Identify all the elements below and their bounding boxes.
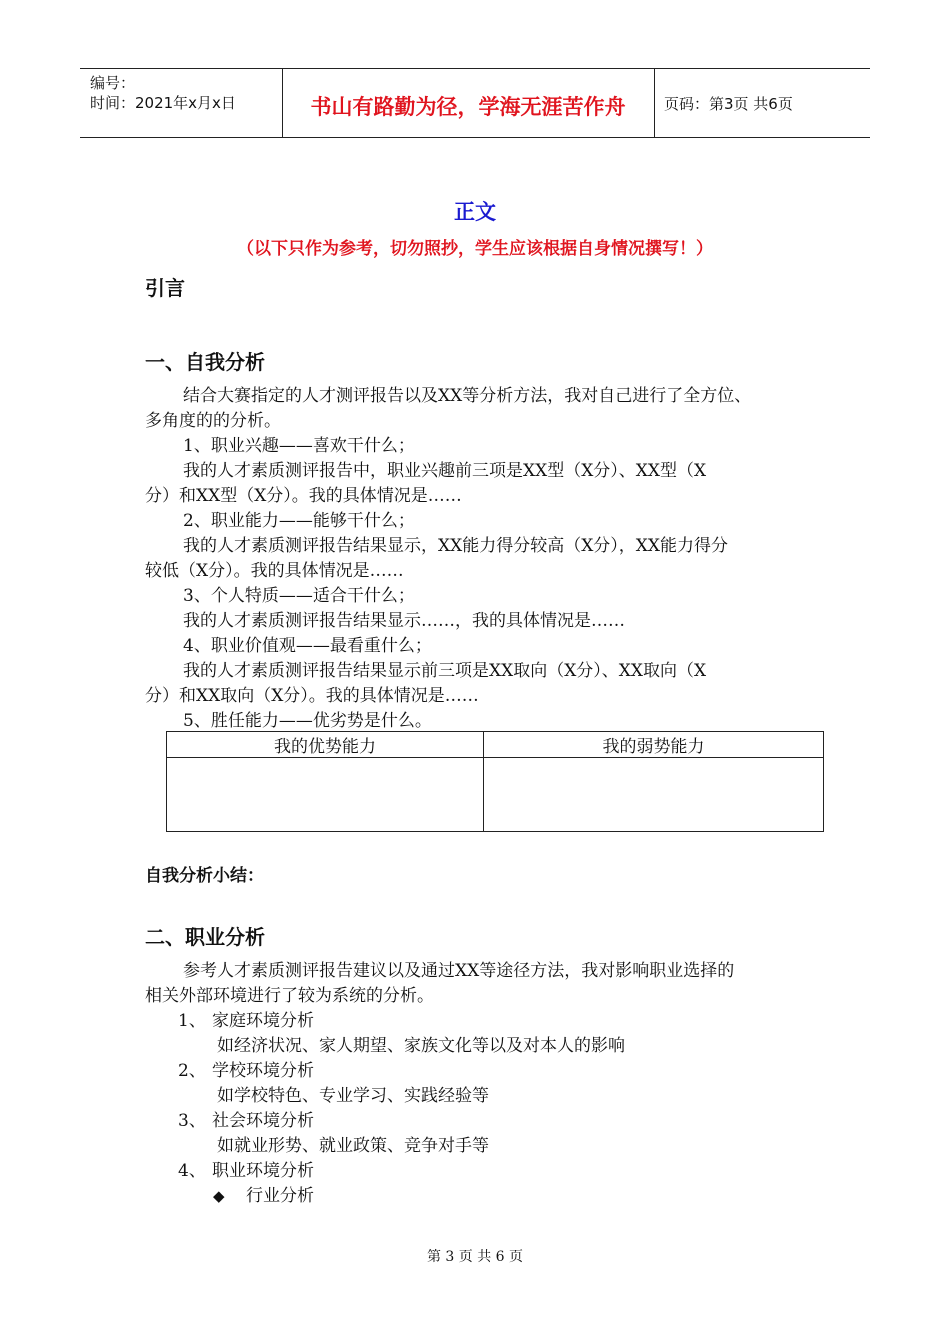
paragraph-line: 我的人才素质测评报告结果显示……，我的具体情况是…… xyxy=(183,611,625,631)
list-item-label: 职业环境分析 xyxy=(212,1161,314,1181)
paragraph-line: 参考人才素质测评报告建议以及通过XX等途径方法，我对影响职业选择的 xyxy=(183,961,735,981)
paragraph-line: 多角度的的分析。 xyxy=(145,411,281,431)
list-item-desc: 如就业形势、就业政策、竞争对手等 xyxy=(217,1136,489,1156)
list-item-number: 4、 xyxy=(178,1161,206,1181)
paragraph-line: 我的人才素质测评报告结果显示，XX能力得分较高（X分），XX能力得分 xyxy=(183,536,729,556)
paragraph-line: 分）和XX取向（X分）。我的具体情况是…… xyxy=(145,686,479,706)
paragraph-line: 我的人才素质测评报告中，职业兴趣前三项是XX型（X分）、XX型（X xyxy=(183,461,707,481)
intro-heading: 引言 xyxy=(145,276,185,300)
list-item-heading: 5、胜任能力——优劣势是什么。 xyxy=(183,711,432,731)
list-item-heading: 4、职业价值观——最看重什么； xyxy=(183,636,432,656)
list-item-label: 社会环境分析 xyxy=(212,1111,314,1131)
page-info: 页码：第3页 共6页 xyxy=(664,95,793,113)
list-item-desc: 如经济状况、家人期望、家族文化等以及对本人的影响 xyxy=(217,1036,625,1056)
paragraph-line: 分）和XX型（X分）。我的具体情况是…… xyxy=(145,486,462,506)
header-page-cell xyxy=(654,69,870,137)
list-item-number: 1、 xyxy=(178,1011,206,1031)
page-header xyxy=(80,68,870,138)
list-item-heading: 2、职业能力——能够干什么； xyxy=(183,511,415,531)
list-item-heading: 3、个人特质——适合干什么； xyxy=(183,586,415,606)
warning-note: （以下只作为参考，切勿照抄，学生应该根据自身情况撰写！） xyxy=(237,239,713,259)
self-analysis-summary-heading: 自我分析小结： xyxy=(145,866,264,886)
diamond-bullet-icon: ◆ xyxy=(213,1187,225,1205)
section2-heading: 二、职业分析 xyxy=(145,925,265,949)
list-item-label: 家庭环境分析 xyxy=(212,1011,314,1031)
number-label: 编号： xyxy=(90,74,136,92)
page-footer: 第 3 页 共 6 页 xyxy=(426,1249,524,1265)
list-item-heading: 1、职业兴趣——喜欢干什么； xyxy=(183,436,415,456)
list-item-number: 3、 xyxy=(178,1111,206,1131)
motto: 书山有路勤为径，学海无涯苦作舟 xyxy=(310,95,626,119)
paragraph-line: 结合大赛指定的人才测评报告以及XX等分析方法，我对自己进行了全方位、 xyxy=(183,386,752,406)
weaknesses-cell[interactable] xyxy=(484,758,824,832)
list-item-label: 学校环境分析 xyxy=(212,1061,314,1081)
time-label: 时间：2021年x月x日 xyxy=(90,94,236,112)
header-meta-cell xyxy=(80,69,283,137)
list-item-desc: 如学校特色、专业学习、实践经验等 xyxy=(217,1086,489,1106)
paragraph-line: 相关外部环境进行了较为系统的分析。 xyxy=(145,986,434,1006)
document-title: 正文 xyxy=(454,200,496,224)
strengths-weaknesses-table xyxy=(166,731,824,832)
section1-heading: 一、自我分析 xyxy=(145,350,265,374)
weaknesses-header: 我的弱势能力 xyxy=(484,732,824,758)
bullet-item-label: 行业分析 xyxy=(246,1186,314,1206)
paragraph-line: 较低（X分）。我的具体情况是…… xyxy=(145,561,404,581)
paragraph-line: 我的人才素质测评报告结果显示前三项是XX取向（X分）、XX取向（X xyxy=(183,661,707,681)
list-item-number: 2、 xyxy=(178,1061,206,1081)
strengths-header: 我的优势能力 xyxy=(167,732,484,758)
header-motto-cell xyxy=(282,69,655,137)
strengths-cell[interactable] xyxy=(167,758,484,832)
